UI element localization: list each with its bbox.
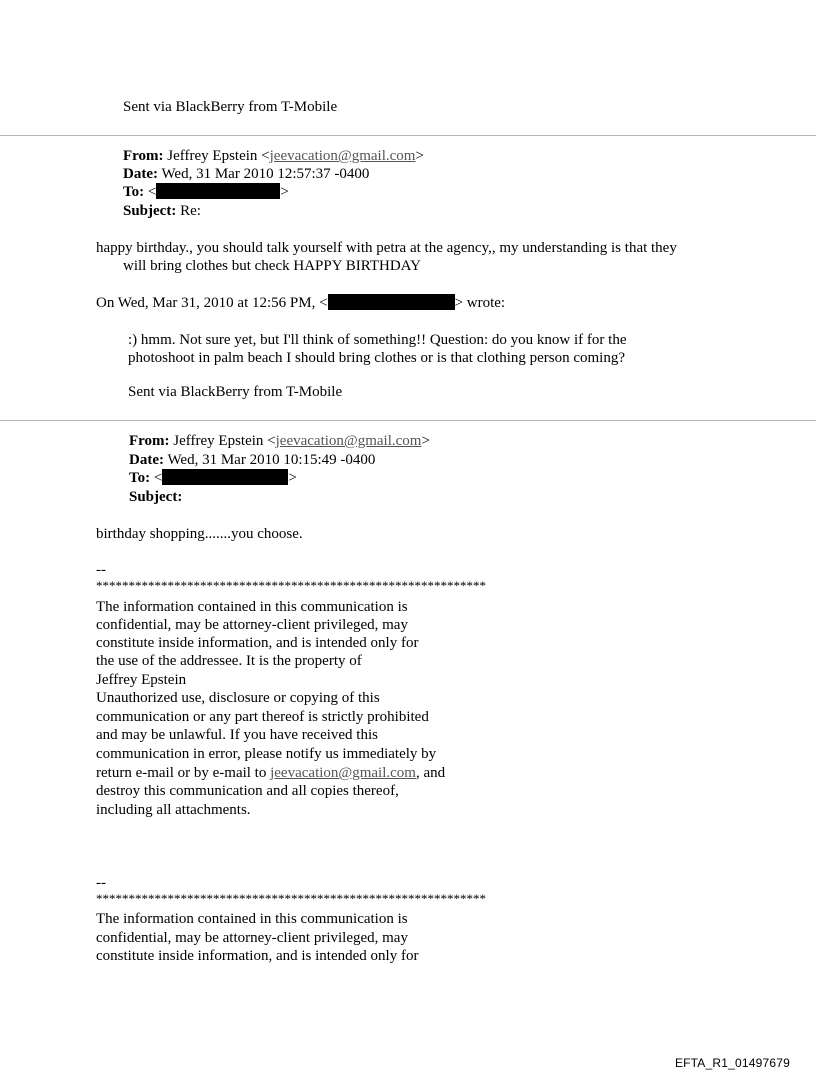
star-divider: ************************************************************ [96,578,486,593]
message-body-line: birthday shopping.......you choose. [96,526,303,542]
separator-line [0,420,816,421]
quoted-line: photoshoot in palm beach I should bring clothes or is that clothing person coming? [128,350,625,366]
quote-intro-before: On Wed, Mar 31, 2010 at 12:56 PM, < [96,295,328,311]
disclaimer-email-link[interactable]: jeevacation@gmail.com [270,765,416,781]
date-row [129,451,375,469]
quote-intro [96,294,505,312]
from-close: > [421,433,430,449]
date-row [123,165,369,183]
from-label: From: [123,148,164,164]
date-label: Date: [129,452,164,468]
message-body-line: will bring clothes but check HAPPY BIRTHDAY [123,258,421,274]
from-email-link[interactable]: jeevacation@gmail.com [275,433,422,449]
from-row [123,147,424,165]
from-name: Jeffrey Epstein < [167,148,270,164]
subject-row [129,488,182,506]
disclaimer-line: Jeffrey Epstein [96,672,187,688]
to-close: > [280,184,289,200]
sent-via-line: Sent via BlackBerry from T-Mobile [128,384,343,400]
disclaimer-line [96,764,445,782]
redaction-box [156,183,280,199]
disclaimer-line: destroy this communication and all copies thereof, [96,783,399,799]
quote-intro-after: > wrote: [454,295,506,311]
from-close: > [415,148,424,164]
disclaimer-return-after: , and [415,765,446,781]
to-close: > [288,470,297,486]
to-open: < [147,184,157,200]
to-row [123,183,289,201]
disclaimer-line: Unauthorized use, disclosure or copying of this [96,690,380,706]
disclaimer-line: and may be unlawful. If you have received this [96,727,378,743]
to-open: < [153,470,163,486]
date-label: Date: [123,166,158,182]
signature-dash: -- [96,562,106,578]
subject-label: Subject: [123,203,177,219]
redaction-box [162,469,288,485]
disclaimer-line: confidential, may be attorney-client privileged, may [96,617,408,633]
disclaimer-line: confidential, may be attorney-client privileged, may [96,930,408,946]
disclaimer-line: The information contained in this communication is [96,599,408,615]
to-row [129,469,297,487]
subject-row [123,202,201,220]
to-label: To: [129,470,151,486]
disclaimer-line: the use of the addressee. It is the property of [96,653,362,669]
disclaimer-line: constitute inside information, and is intended only for [96,635,419,651]
from-name: Jeffrey Epstein < [173,433,276,449]
redaction-box [328,294,455,310]
disclaimer-line: including all attachments. [96,802,251,818]
subject-value: Re: [180,203,201,219]
disclaimer-return-before: return e-mail or by e-mail to [96,765,271,781]
from-row [129,432,430,450]
from-label: From: [129,433,170,449]
star-divider: ************************************************************ [96,891,486,906]
sent-via-line: Sent via BlackBerry from T-Mobile [123,99,338,115]
message-body-line: happy birthday., you should talk yourself with petra at the agency,, my understanding is that they [96,240,677,256]
document-id: EFTA_R1_01497679 [674,1056,790,1070]
subject-label: Subject: [129,489,183,505]
to-label: To: [123,184,145,200]
disclaimer-line: constitute inside information, and is intended only for [96,948,419,964]
from-email-link[interactable]: jeevacation@gmail.com [269,148,416,164]
disclaimer-line: The information contained in this communication is [96,911,408,927]
disclaimer-line: communication in error, please notify us immediately by [96,746,437,762]
date-value: Wed, 31 Mar 2010 12:57:37 -0400 [161,166,370,182]
signature-dash: -- [96,875,106,891]
disclaimer-line: communication or any part thereof is strictly prohibited [96,709,429,725]
quoted-line: :) hmm. Not sure yet, but I'll think of something!! Question: do you know if for the [128,332,627,348]
separator-line [0,135,816,136]
date-value: Wed, 31 Mar 2010 10:15:49 -0400 [167,452,376,468]
